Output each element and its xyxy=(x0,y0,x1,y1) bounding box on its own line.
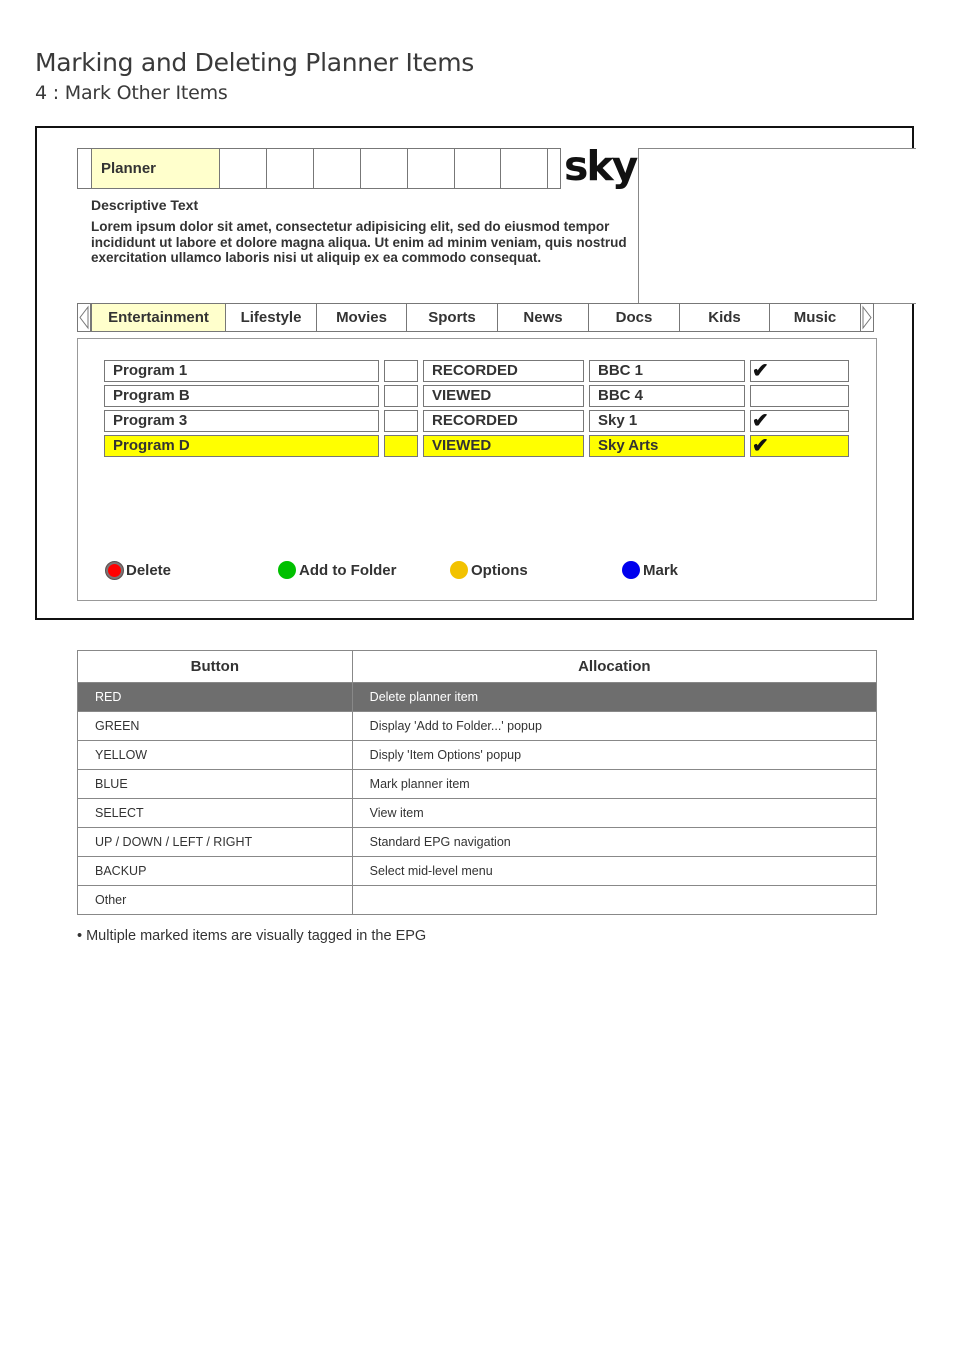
tab-scroll-left[interactable] xyxy=(77,303,91,332)
right-arrow-icon xyxy=(861,304,873,331)
header-empty-cell xyxy=(454,148,501,189)
description-body: Lorem ipsum dolor sit amet, consectetur adipisicing elit, sed do eiusmod tempor incididunt ut labore et dolore magna aliqua. Ut enim ad minim veniam, quis nostrud exercitation ullamco laboris nisi ut aliquip ex ea commodo consequat. xyxy=(91,219,627,265)
footnote: • Multiple marked items are visually tagged in the EPG xyxy=(77,928,427,944)
tab-music[interactable]: Music xyxy=(769,303,861,332)
tab-docs[interactable]: Docs xyxy=(588,303,680,332)
header-empty-cell xyxy=(313,148,361,189)
item-marker-cell xyxy=(384,410,418,432)
allocation-cell xyxy=(352,886,876,915)
button-cell: GREEN xyxy=(78,712,353,741)
mark-check-icon: ✔ xyxy=(750,410,849,432)
program-status: RECORDED xyxy=(423,360,584,382)
options-label: Options xyxy=(471,562,528,579)
list-item-selected[interactable] xyxy=(0,435,960,457)
table-row xyxy=(78,799,877,828)
tab-kids[interactable]: Kids xyxy=(679,303,770,332)
allocation-cell: Display 'Add to Folder...' popup xyxy=(352,712,876,741)
button-cell: SELECT xyxy=(78,799,353,828)
sky-logo: sky xyxy=(564,142,637,190)
tab-entertainment[interactable]: Entertainment xyxy=(91,303,226,332)
allocation-cell: Standard EPG navigation xyxy=(352,828,876,857)
tab-movies[interactable]: Movies xyxy=(316,303,407,332)
page-title: Marking and Deleting Planner Items xyxy=(35,48,474,77)
mark-cell xyxy=(750,385,849,407)
program-status: RECORDED xyxy=(423,410,584,432)
list-item[interactable] xyxy=(0,385,960,407)
table-header-row xyxy=(78,651,877,683)
header-empty-cell xyxy=(407,148,455,189)
add-to-folder-label: Add to Folder xyxy=(299,562,397,579)
program-channel: Sky Arts xyxy=(589,435,745,457)
allocation-cell: View item xyxy=(352,799,876,828)
category-tab-bar xyxy=(77,303,876,332)
table-row xyxy=(78,741,877,770)
tab-scroll-right[interactable] xyxy=(860,303,874,332)
delete-label: Delete xyxy=(126,562,172,579)
mark-check-icon: ✔ xyxy=(750,435,849,457)
page-subtitle: 4 : Mark Other Items xyxy=(35,82,228,104)
description-title: Descriptive Text xyxy=(91,197,199,213)
program-title: Program B xyxy=(104,385,379,407)
item-marker-cell xyxy=(384,435,418,457)
tab-sports[interactable]: Sports xyxy=(406,303,498,332)
left-arrow-icon xyxy=(78,304,90,331)
table-row xyxy=(78,770,877,799)
button-cell: BACKUP xyxy=(78,857,353,886)
button-cell: UP / DOWN / LEFT / RIGHT xyxy=(78,828,353,857)
item-marker-cell xyxy=(384,385,418,407)
planner-title-cell xyxy=(91,148,220,189)
allocation-cell: Mark planner item xyxy=(352,770,876,799)
list-item[interactable] xyxy=(0,410,960,432)
program-title: Program D xyxy=(104,435,379,457)
column-header-button: Button xyxy=(78,651,353,683)
button-allocation-table xyxy=(77,650,877,915)
allocation-cell: Delete planner item xyxy=(352,683,876,712)
header-spacer-cell xyxy=(77,148,92,189)
table-row xyxy=(78,683,877,712)
header-empty-cell xyxy=(547,148,561,189)
blue-button-icon xyxy=(622,561,640,579)
mark-check-icon: ✔ xyxy=(750,360,849,382)
program-channel: Sky 1 xyxy=(589,410,745,432)
button-cell: YELLOW xyxy=(78,741,353,770)
header-empty-cell xyxy=(266,148,314,189)
button-cell: BLUE xyxy=(78,770,353,799)
header-empty-cell xyxy=(219,148,267,189)
program-status: VIEWED xyxy=(423,385,584,407)
tab-lifestyle[interactable]: Lifestyle xyxy=(225,303,317,332)
header-empty-cell xyxy=(500,148,548,189)
planner-label: Planner xyxy=(101,160,157,177)
allocation-cell: Disply 'Item Options' popup xyxy=(352,741,876,770)
button-cell: RED xyxy=(78,683,353,712)
button-cell: Other xyxy=(78,886,353,915)
preview-window xyxy=(638,148,916,304)
header-empty-cell xyxy=(360,148,408,189)
mark-label: Mark xyxy=(643,562,679,579)
green-button-icon xyxy=(278,561,296,579)
table-row xyxy=(78,828,877,857)
table-row xyxy=(78,712,877,741)
program-channel: BBC 4 xyxy=(589,385,745,407)
program-status: VIEWED xyxy=(423,435,584,457)
program-channel: BBC 1 xyxy=(589,360,745,382)
item-marker-cell xyxy=(384,360,418,382)
allocation-cell: Select mid-level menu xyxy=(352,857,876,886)
yellow-button-icon xyxy=(450,561,468,579)
tab-news[interactable]: News xyxy=(497,303,589,332)
list-item[interactable] xyxy=(0,360,960,382)
table-row xyxy=(78,886,877,915)
table-row xyxy=(78,857,877,886)
program-title: Program 1 xyxy=(104,360,379,382)
column-header-allocation: Allocation xyxy=(352,651,876,683)
program-title: Program 3 xyxy=(104,410,379,432)
red-button-icon xyxy=(105,561,124,580)
